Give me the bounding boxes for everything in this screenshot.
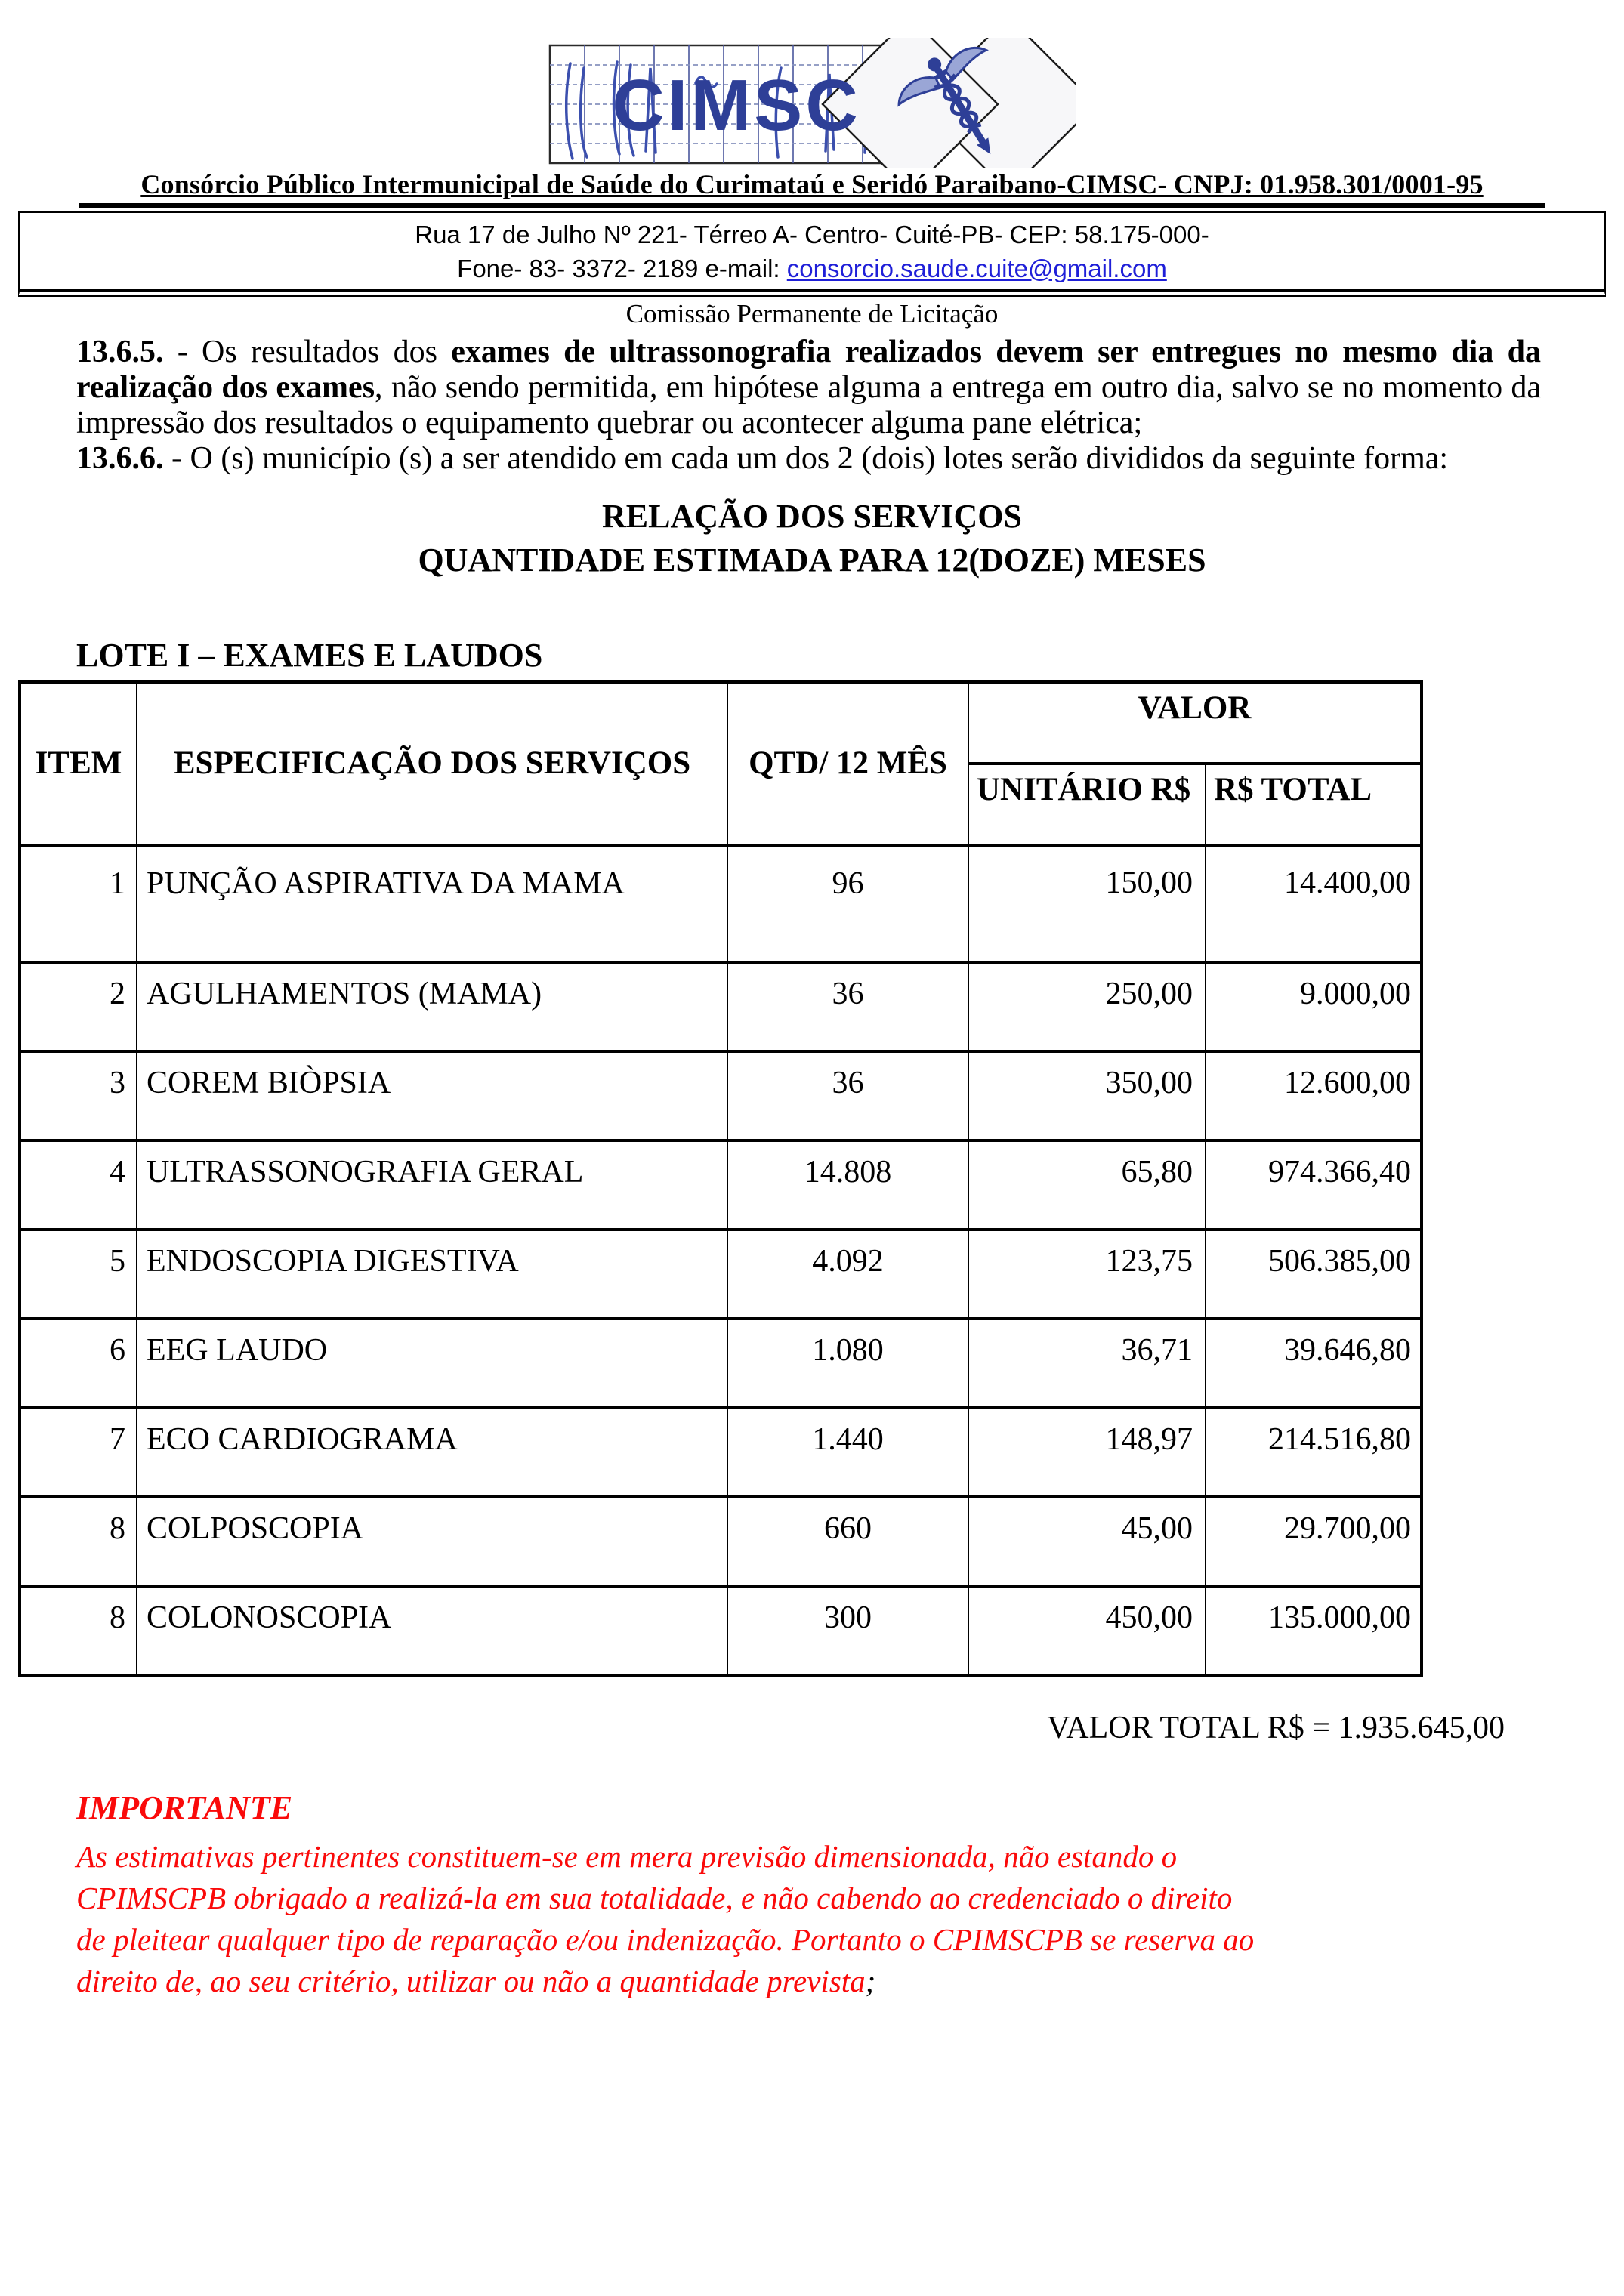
address-box	[18, 211, 1606, 297]
important-line: de pleitear qualquer tipo de reparação e/ou indenização. Portanto o CPIMSCPB se reserva ao	[76, 1921, 1255, 1957]
table-row	[20, 1319, 1422, 1408]
cell-unit: 150,00	[968, 845, 1206, 962]
important-notice	[76, 1836, 1624, 2002]
section-title-line2: QUANTIDADE ESTIMADA PARA 12(DOZE) MESES	[418, 542, 1206, 579]
cell-espec: COLONOSCOPIA	[137, 1586, 727, 1675]
org-header	[79, 169, 1545, 208]
cell-espec: AGULHAMENTOS (MAMA)	[137, 962, 727, 1051]
valor-total-line: VALOR TOTAL R$ = 1.935.645,00	[1047, 1710, 1505, 1745]
cell-qtd: 36	[727, 1051, 968, 1140]
col-header-valor: VALOR	[968, 682, 1422, 764]
notice-suffix: ;	[865, 1963, 876, 1998]
org-header-text: Consórcio Público Intermunicipal de Saúde do Curimataú e Seridó Paraibano-CIMSC- CNPJ: 01.958.301/0001-95	[140, 169, 1484, 199]
cell-item: 3	[20, 1051, 137, 1140]
cell-item: 5	[20, 1230, 137, 1319]
cell-total: 29.700,00	[1206, 1497, 1422, 1586]
table-row	[20, 1497, 1422, 1586]
cell-qtd: 300	[727, 1586, 968, 1675]
section-title-line1: RELAÇÃO DOS SERVIÇOS	[602, 498, 1022, 535]
section-title	[0, 495, 1624, 582]
col-header-total: R$ TOTAL	[1206, 764, 1422, 845]
cell-item: 1	[20, 845, 137, 962]
cell-total: 214.516,80	[1206, 1408, 1422, 1497]
cell-qtd: 1.440	[727, 1408, 968, 1497]
table-row	[20, 1586, 1422, 1675]
cell-item: 6	[20, 1319, 137, 1408]
email-link[interactable]: consorcio.saude.cuite@gmail.com	[786, 255, 1167, 282]
committee-line: Comissão Permanente de Licitação	[625, 299, 999, 329]
cell-unit: 36,71	[968, 1319, 1206, 1408]
cell-item: 2	[20, 962, 137, 1051]
cell-qtd: 4.092	[727, 1230, 968, 1319]
cell-espec: EEG LAUDO	[137, 1319, 727, 1408]
cell-item: 8	[20, 1586, 137, 1675]
cell-qtd: 36	[727, 962, 968, 1051]
cell-qtd: 1.080	[727, 1319, 968, 1408]
clause-number: 13.6.6.	[76, 441, 164, 476]
logo-area	[0, 0, 1624, 168]
cell-unit: 450,00	[968, 1586, 1206, 1675]
important-title: IMPORTANTE	[76, 1788, 293, 1826]
table-row	[20, 1051, 1422, 1140]
cell-item: 7	[20, 1408, 137, 1497]
col-header-espec: ESPECIFICAÇÃO DOS SERVIÇOS	[137, 682, 727, 845]
cell-unit: 45,00	[968, 1497, 1206, 1586]
important-line: As estimativas pertinentes constituem-se em mera previsão dimensionada, não estando o	[76, 1838, 1178, 1874]
cell-total: 39.646,80	[1206, 1319, 1422, 1408]
cell-total: 974.366,40	[1206, 1140, 1422, 1230]
clause-number: 13.6.5.	[76, 335, 164, 369]
cell-espec: PUNÇÃO ASPIRATIVA DA MAMA	[137, 845, 727, 962]
clause-13-6-5: 13.6.5. - Os resultados dos exames de ultrassonografia realizados devem ser entregues no mesmo dia da realização dos exames, não sendo permitida, em hipótese alguma a entrega em outro dia, salvo se no momento da impressão dos resultados o equipamento quebrar ou acontecer alguma pane elétrica;	[76, 335, 1542, 440]
table-row	[20, 1140, 1422, 1230]
cell-unit: 250,00	[968, 962, 1206, 1051]
phone-text: Fone- 83- 3372- 2189 e-mail:	[457, 255, 787, 282]
cell-qtd: 14.808	[727, 1140, 968, 1230]
table-row	[20, 1408, 1422, 1497]
cell-espec: COREM BIÒPSIA	[137, 1051, 727, 1140]
cell-espec: COLPOSCOPIA	[137, 1497, 727, 1586]
cimsc-logo	[548, 38, 1076, 168]
cell-unit: 123,75	[968, 1230, 1206, 1319]
lote-title: LOTE I – EXAMES E LAUDOS	[76, 637, 543, 674]
cell-unit: 65,80	[968, 1140, 1206, 1230]
table-row	[20, 845, 1422, 962]
cell-item: 8	[20, 1497, 137, 1586]
table-row	[20, 962, 1422, 1051]
logo-wordmark: CIMSC	[612, 65, 861, 146]
important-line: CPIMSCPB obrigado a realizá-la em sua totalidade, e não cabendo ao credenciado o direito	[76, 1880, 1233, 1915]
col-header-unitario: UNITÁRIO R$	[968, 764, 1206, 845]
cell-unit: 350,00	[968, 1051, 1206, 1140]
services-table	[18, 680, 1423, 1677]
cell-total: 9.000,00	[1206, 962, 1422, 1051]
cell-qtd: 660	[727, 1497, 968, 1586]
cell-total: 135.000,00	[1206, 1586, 1422, 1675]
important-line: direito de, ao seu critério, utilizar ou não a quantidade prevista;	[76, 1963, 876, 1998]
cell-total: 14.400,00	[1206, 845, 1422, 962]
table-row	[20, 1230, 1422, 1319]
cell-espec: ECO CARDIOGRAMA	[137, 1408, 727, 1497]
cell-unit: 148,97	[968, 1408, 1206, 1497]
phone-line	[20, 252, 1604, 285]
col-header-item: ITEM	[20, 682, 137, 845]
cell-espec: ULTRASSONOGRAFIA GERAL	[137, 1140, 727, 1230]
clause-13-6-6: 13.6.6. - O (s) município (s) a ser atendido em cada um dos 2 (dois) lotes serão divididos da seguinte forma:	[76, 441, 1449, 476]
col-header-qtd: QTD/ 12 MÊS	[727, 682, 968, 845]
cell-total: 506.385,00	[1206, 1230, 1422, 1319]
cell-qtd: 96	[727, 845, 968, 962]
address-line: Rua 17 de Julho Nº 221- Térreo A- Centro- Cuité-PB- CEP: 58.175-000-	[415, 221, 1209, 248]
cell-total: 12.600,00	[1206, 1051, 1422, 1140]
cell-espec: ENDOSCOPIA DIGESTIVA	[137, 1230, 727, 1319]
header-row-1	[20, 682, 1422, 764]
cell-item: 4	[20, 1140, 137, 1230]
